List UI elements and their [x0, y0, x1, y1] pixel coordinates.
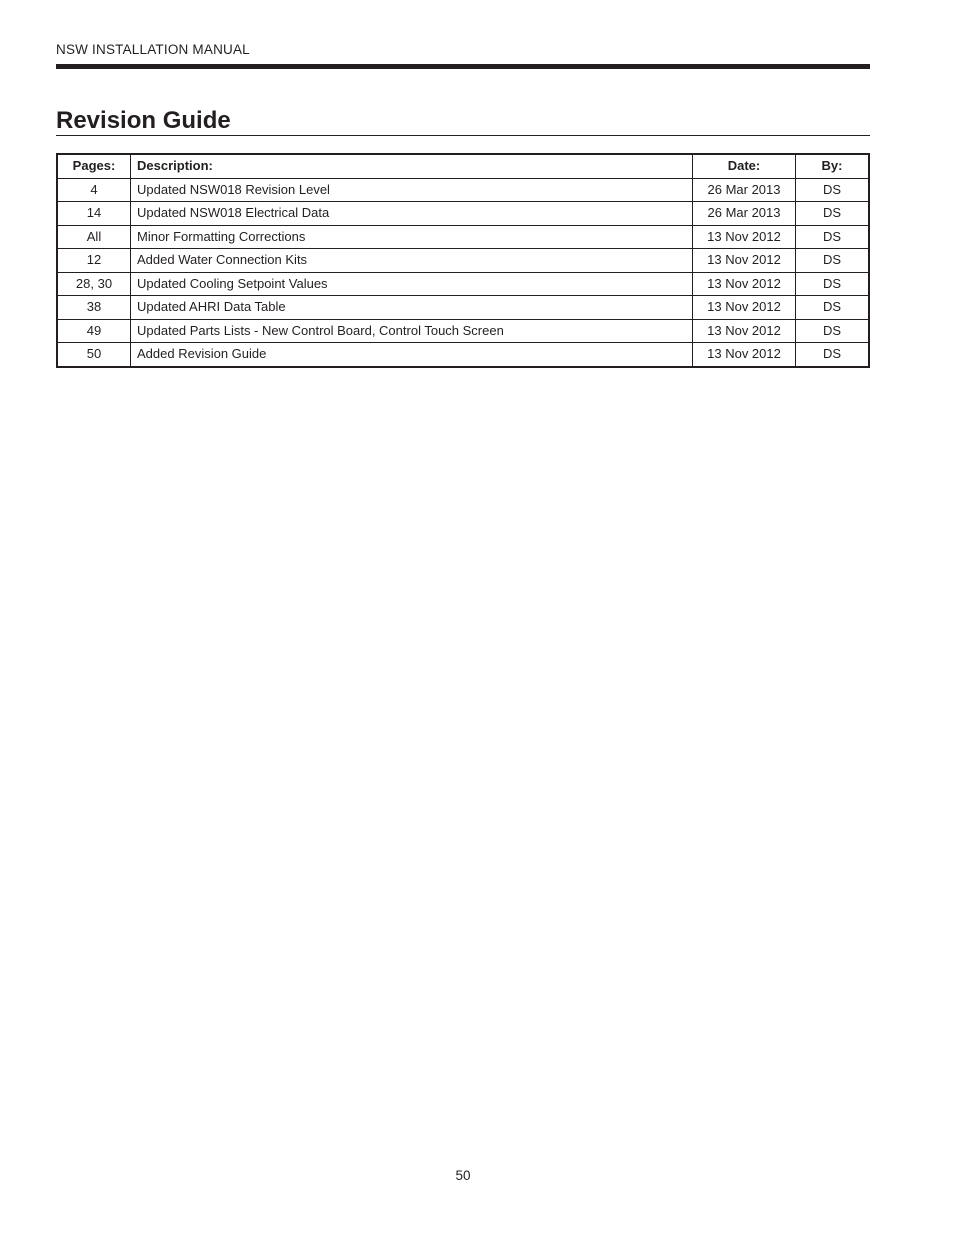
cell-by: DS: [796, 202, 870, 226]
table-row: [57, 249, 869, 273]
title-divider: [56, 135, 870, 136]
column-header-description: Description:: [131, 154, 693, 178]
header-divider: [56, 64, 870, 69]
cell-description: Updated NSW018 Revision Level: [131, 178, 693, 202]
cell-pages: 12: [57, 249, 131, 273]
cell-pages: 38: [57, 296, 131, 320]
table-row: [57, 178, 869, 202]
column-header-date: Date:: [693, 154, 796, 178]
manual-title: NSW INSTALLATION MANUAL: [56, 42, 250, 57]
table-row: [57, 272, 869, 296]
cell-pages: 28, 30: [57, 272, 131, 296]
cell-pages: 14: [57, 202, 131, 226]
cell-pages: 50: [57, 343, 131, 367]
column-header-by: By:: [796, 154, 870, 178]
cell-description: Minor Formatting Corrections: [131, 225, 693, 249]
column-header-pages: Pages:: [57, 154, 131, 178]
table-row: [57, 343, 869, 367]
cell-date: 13 Nov 2012: [693, 249, 796, 273]
cell-by: DS: [796, 319, 870, 343]
table-row: [57, 225, 869, 249]
cell-description: Added Water Connection Kits: [131, 249, 693, 273]
cell-description: Added Revision Guide: [131, 343, 693, 367]
page-title: Revision Guide: [56, 107, 231, 134]
cell-by: DS: [796, 296, 870, 320]
cell-by: DS: [796, 272, 870, 296]
cell-pages: All: [57, 225, 131, 249]
cell-date: 13 Nov 2012: [693, 296, 796, 320]
cell-date: 13 Nov 2012: [693, 272, 796, 296]
cell-date: 13 Nov 2012: [693, 319, 796, 343]
cell-date: 13 Nov 2012: [693, 225, 796, 249]
revision-table: [56, 153, 870, 368]
table-row: [57, 202, 869, 226]
table-row: [57, 319, 869, 343]
page-number: 50: [455, 1168, 471, 1183]
table-header-row: [57, 154, 869, 178]
cell-by: DS: [796, 249, 870, 273]
cell-description: Updated AHRI Data Table: [131, 296, 693, 320]
cell-pages: 4: [57, 178, 131, 202]
cell-description: Updated Parts Lists - New Control Board, Control Touch Screen: [131, 319, 693, 343]
table-row: [57, 296, 869, 320]
cell-pages: 49: [57, 319, 131, 343]
cell-by: DS: [796, 225, 870, 249]
cell-date: 13 Nov 2012: [693, 343, 796, 367]
cell-description: Updated NSW018 Electrical Data: [131, 202, 693, 226]
cell-date: 26 Mar 2013: [693, 202, 796, 226]
cell-description: Updated Cooling Setpoint Values: [131, 272, 693, 296]
cell-by: DS: [796, 343, 870, 367]
cell-by: DS: [796, 178, 870, 202]
cell-date: 26 Mar 2013: [693, 178, 796, 202]
